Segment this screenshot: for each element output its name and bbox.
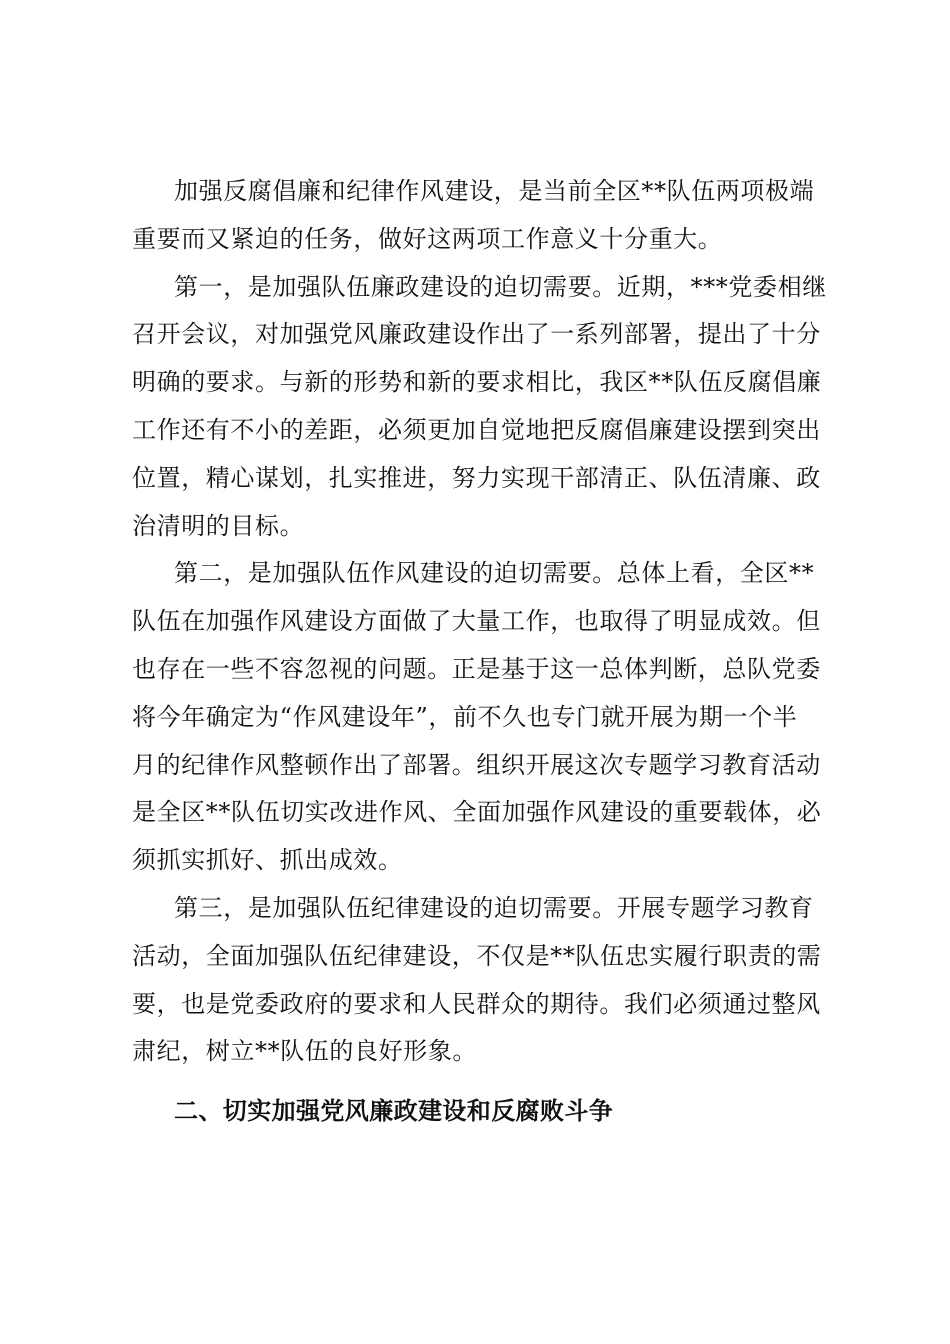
text-line: 也存在一些不容忽视的问题。正是基于这一总体判断，总队党委	[132, 654, 821, 683]
text-line: 加强反腐倡廉和纪律作风建设，是当前全区**队伍两项极端	[174, 177, 815, 205]
text-line: 工作还有不小的差距，必须更加自觉地把反腐倡廉建设摆到突出	[132, 415, 821, 444]
text-line: 肃纪，树立**队伍的良好形象。	[132, 1037, 477, 1066]
paragraph-third	[132, 885, 848, 1076]
text-line: 须抓实抓好、抓出成效。	[132, 846, 403, 875]
text-line: 第一，是加强队伍廉政建设的迫切需要。近期，***党委相继	[174, 272, 827, 301]
text-line: 治清明的目标。	[132, 511, 305, 540]
text-line: 队伍在加强作风建设方面做了大量工作，也取得了明显成效。但	[132, 607, 821, 636]
text-line: 第二，是加强队伍作风建设的迫切需要。总体上看，全区**	[174, 559, 815, 588]
text-line: 是全区**队伍切实改进作风、全面加强作风建设的重要载体，必	[132, 798, 822, 827]
text-line: 要，也是党委政府的要求和人民群众的期待。我们必须通过整风	[132, 989, 821, 1018]
text-line: 位置，精心谋划，扎实推进，努力实现干部清正、队伍清廉、政	[132, 463, 821, 492]
paragraph-second	[132, 550, 848, 885]
paragraph-intro	[132, 168, 848, 264]
text-line: 明确的要求。与新的形势和新的要求相比，我区**队伍反腐倡廉	[132, 368, 822, 397]
text-line: 月的纪律作风整顿作出了部署。组织开展这次专题学习教育活动	[132, 750, 821, 779]
text-line: 将今年确定为“作风建设年”，前不久也专门就开展为期一个半	[132, 702, 798, 731]
paragraph-first	[132, 264, 848, 551]
section-heading: 二、切实加强党风廉政建设和反腐败斗争	[174, 1097, 614, 1126]
text-line: 召开会议，对加强党风廉政建设作出了一系列部署，提出了十分	[132, 320, 821, 349]
text-line: 重要而又紧迫的任务，做好这两项工作意义十分重大。	[132, 224, 723, 253]
text-line: 活动，全面加强队伍纪律建设，不仅是**队伍忠实履行职责的需	[132, 941, 822, 970]
document-body	[132, 168, 848, 1136]
text-line: 第三，是加强队伍纪律建设的迫切需要。开展专题学习教育	[174, 893, 814, 922]
